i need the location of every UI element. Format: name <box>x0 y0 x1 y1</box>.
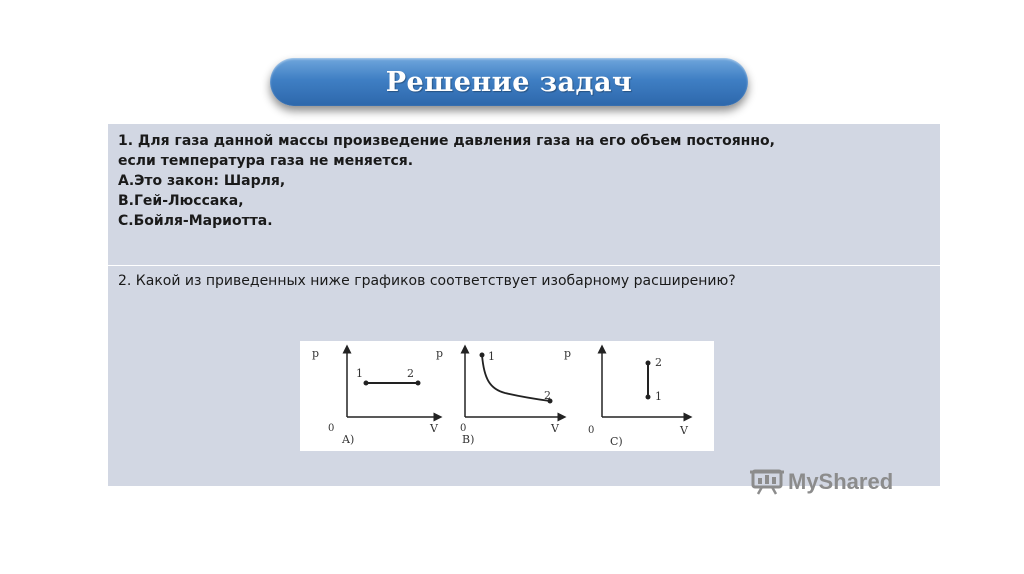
graph-a-point-2-label: 2 <box>407 367 414 380</box>
question1-option-a: А.Это закон: Шарля, <box>118 173 286 189</box>
graph-a-point-1-label: 1 <box>356 367 363 380</box>
graph-b-y-label: p <box>436 347 444 360</box>
graph-c-origin: 0 <box>588 425 595 436</box>
slide-title: Решение задач <box>385 66 633 98</box>
graph-b-point-1-label: 1 <box>488 350 495 363</box>
graph-c-x-label: V <box>680 424 688 437</box>
presentation-board-icon <box>750 469 784 495</box>
question1-line2: если температура газа не меняется. <box>118 153 414 169</box>
graph-c-point-1-label: 1 <box>655 390 662 403</box>
myshared-watermark <box>750 468 893 496</box>
graph-a <box>312 347 439 446</box>
graph-c-point-2-label: 2 <box>655 356 662 369</box>
graph-a-y-label: p <box>312 347 320 360</box>
graph-c-caption: C) <box>610 435 623 448</box>
question1-option-b: В.Гей-Люссака, <box>118 193 244 209</box>
graph-a-caption: A) <box>342 433 355 446</box>
graph-c-y-label: p <box>564 347 572 360</box>
graphs-figure <box>300 341 714 451</box>
graph-c-point-1 <box>646 395 651 400</box>
graph-a-origin: 0 <box>328 423 335 434</box>
graphs-svg <box>300 341 714 451</box>
graph-c-point-2 <box>646 361 651 366</box>
question1-option-c: С.Бойля-Мариотта. <box>118 213 273 229</box>
graph-b-caption: B) <box>462 433 475 446</box>
question1-line1: 1. Для газа данной массы произведение давления газа на его объем постоянно, <box>118 133 775 149</box>
graph-a-x-label: V <box>430 422 438 435</box>
graph-b-point-1 <box>480 353 485 358</box>
graph-b-origin: 0 <box>460 423 467 434</box>
graph-a-point-2 <box>416 381 421 386</box>
slide-title-banner <box>270 58 748 106</box>
graph-a-point-1 <box>364 381 369 386</box>
graph-c <box>564 347 689 448</box>
question1-text <box>118 131 775 231</box>
graph-b <box>436 347 562 446</box>
watermark-text: MyShared <box>788 469 894 494</box>
question2-text: 2. Какой из приведенных ниже графиков соответствует изобарному расширению? <box>118 273 736 289</box>
question1-panel <box>108 124 940 265</box>
graph-b-point-2-label: 2 <box>544 389 551 402</box>
graph-b-x-label: V <box>551 422 559 435</box>
